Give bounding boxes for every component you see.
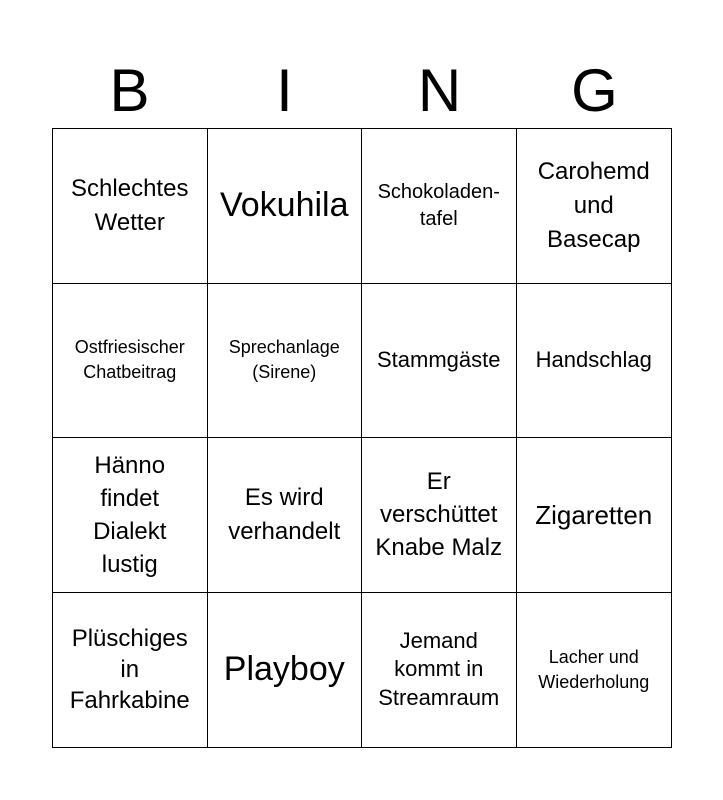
cell-text: Handschlag <box>535 346 652 372</box>
bingo-cell[interactable] <box>517 438 672 593</box>
bingo-cell[interactable] <box>53 284 208 439</box>
header-letter-n: N <box>417 57 462 124</box>
bingo-cell[interactable] <box>53 129 208 284</box>
bingo-cell[interactable] <box>53 593 208 748</box>
bingo-cell[interactable] <box>517 593 672 748</box>
cell-text: Playboy <box>223 650 345 689</box>
cell-text: Er verschüttet Knabe Malz <box>375 468 503 562</box>
cell-text: Carohemd und Basecap <box>537 158 650 253</box>
bingo-cell[interactable] <box>53 438 208 593</box>
bingo-cell[interactable] <box>517 284 672 439</box>
cell-text: Stammgäste <box>377 346 501 372</box>
header-letter-g: G <box>571 57 618 124</box>
cell-text: Zigaretten <box>535 499 653 530</box>
cell-text: Ostfriesischer Chatbeitrag <box>74 337 185 383</box>
header-letter-i: I <box>276 57 293 124</box>
bingo-cell[interactable] <box>208 593 363 748</box>
header-letter-b: B <box>109 57 150 124</box>
bingo-cell[interactable] <box>208 284 363 439</box>
cell-text: Schokoladen-tafel <box>377 180 500 230</box>
bingo-header <box>52 58 672 124</box>
cell-text: Es wird verhandelt <box>228 484 341 545</box>
cell-text: Hänno findet Dialekt lustig <box>93 451 167 578</box>
bingo-cell[interactable] <box>362 129 517 284</box>
cell-text: Schlechtes Wetter <box>71 175 189 236</box>
bingo-cell[interactable] <box>362 593 517 748</box>
bingo-cell[interactable] <box>208 129 363 284</box>
cell-text: Lacher und Wiederholung <box>538 646 650 692</box>
bingo-cell[interactable] <box>517 129 672 284</box>
cell-text: Jemand kommt in Streamraum <box>378 627 500 711</box>
bingo-cell[interactable] <box>362 438 517 593</box>
bingo-cell[interactable] <box>208 438 363 593</box>
cell-text: Vokuhila <box>219 186 349 225</box>
bingo-card-grid <box>52 128 672 748</box>
cell-text: Plüschiges in Fahrkabine <box>69 624 190 715</box>
bingo-cell[interactable] <box>362 284 517 439</box>
cell-text: Sprechanlage (Sirene) <box>228 337 340 383</box>
